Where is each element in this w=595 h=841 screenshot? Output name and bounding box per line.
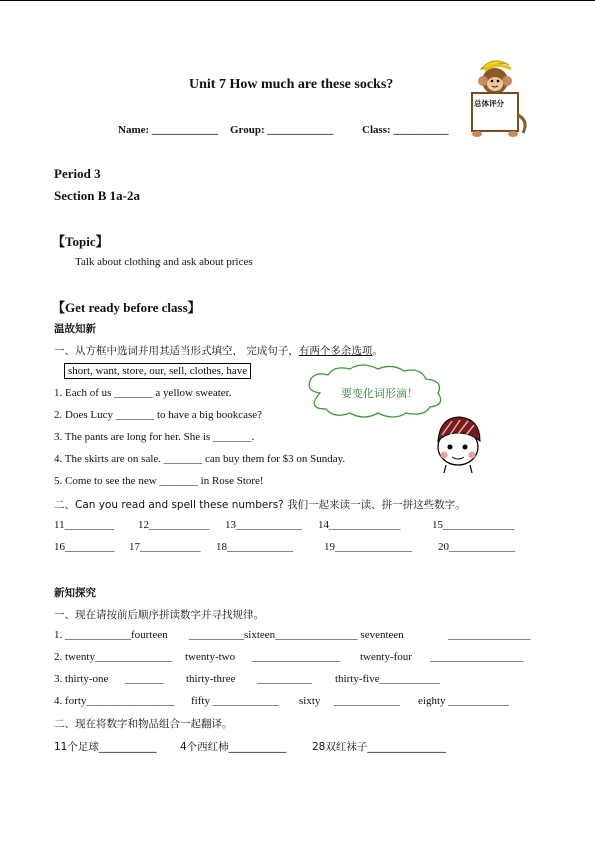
sentence-2: 2. Does Lucy _______ to have a big bookcase?	[54, 409, 263, 421]
number-12[interactable]: 12___________	[138, 519, 210, 531]
sequence-row-2-b: twenty-two	[185, 651, 236, 663]
sequence-row-3-c: thirty-three	[186, 673, 236, 685]
badge-text: 总体评分	[474, 99, 504, 108]
sequence-row-1-a[interactable]: 1. ____________fourteen	[54, 629, 168, 641]
page-title: Unit 7 How much are these socks?	[189, 77, 394, 92]
sequence-row-4-e[interactable]: eighty ___________	[418, 695, 509, 707]
monkey-score-badge-icon	[463, 55, 533, 139]
sequence-row-3-e[interactable]: thirty-five___________	[335, 673, 441, 685]
sequence-row-1-b[interactable]: __________sixteen_______________ seventeen	[189, 629, 404, 641]
ready-heading: 【Get ready before class】	[52, 300, 201, 315]
part1-instruction-underlined: 有两个多余选项	[298, 345, 373, 357]
translate-1[interactable]: 11个足球___________	[54, 741, 157, 753]
explore-part1-instruction: 一、现在请按前后顺序拼读数字并寻找规律。	[54, 609, 264, 621]
sequence-row-2-d: twenty-four	[360, 651, 412, 663]
part1-instruction	[54, 343, 383, 358]
number-14[interactable]: 14_____________	[318, 519, 401, 531]
sequence-row-4-b[interactable]: fifty ____________	[191, 695, 279, 707]
name-field[interactable]: Name: ____________	[118, 124, 218, 136]
topic-heading: 【Topic】	[52, 234, 109, 249]
sequence-row-3-b[interactable]: _______	[125, 673, 164, 685]
sequence-row-1-c[interactable]: _______________	[448, 629, 531, 641]
number-17[interactable]: 17___________	[129, 541, 201, 553]
translate-3[interactable]: 28双红袜子_______________	[312, 741, 447, 753]
number-18[interactable]: 18____________	[216, 541, 293, 553]
sequence-row-4-a[interactable]: 4. forty________________	[54, 695, 175, 707]
sequence-row-2-c[interactable]: ________________	[252, 651, 340, 663]
translate-2[interactable]: 4个西红柿___________	[180, 741, 287, 753]
cartoon-boy-icon	[430, 411, 486, 475]
sequence-row-4-c: sixty	[299, 695, 321, 707]
sentence-1: 1. Each of us _______ a yellow sweater.	[54, 387, 232, 399]
number-19[interactable]: 19______________	[324, 541, 412, 553]
number-13[interactable]: 13____________	[225, 519, 302, 531]
cloud-text: 要变化词形滴！	[341, 387, 418, 400]
sequence-row-2-e[interactable]: _________________	[430, 651, 524, 663]
sentence-4: 4. The skirts are on sale. _______ can buy them for $3 on Sunday.	[54, 453, 346, 465]
top-border-line	[0, 0, 595, 1]
number-11[interactable]: 11_________	[54, 519, 115, 531]
sentence-5: 5. Come to see the new _______ in Rose Store!	[54, 475, 264, 487]
part1-instruction-text: 一、从方框中选词并用其适当形式填空， 完成句子，	[54, 345, 299, 357]
group-field[interactable]: Group: ____________	[230, 124, 334, 136]
word-box: short, want, store, our, sell, clothes, have	[64, 363, 251, 379]
sequence-row-3-d[interactable]: __________	[257, 673, 312, 685]
period-label: Period 3	[54, 166, 101, 181]
sequence-row-4-d[interactable]: ____________	[334, 695, 400, 707]
topic-text: Talk about clothing and ask about prices	[75, 256, 253, 268]
explore-heading: 新知探究	[54, 587, 96, 599]
sequence-row-2-a[interactable]: 2. twenty______________	[54, 651, 172, 663]
class-field[interactable]: Class: __________	[362, 124, 449, 136]
explore-part2-instruction: 二、现在将数字和物品组合一起翻译。	[54, 718, 233, 730]
number-20[interactable]: 20____________	[438, 541, 515, 553]
sequence-row-3-a: 3. thirty-one	[54, 673, 109, 685]
sentence-3: 3. The pants are long for her. She is _______.	[54, 431, 255, 443]
part1-instruction-end: 。	[372, 345, 383, 357]
number-15[interactable]: 15_____________	[432, 519, 515, 531]
number-16[interactable]: 16_________	[54, 541, 115, 553]
section-label: Section B 1a-2a	[54, 188, 140, 203]
review-heading: 温故知新	[54, 323, 96, 335]
part2-instruction: 二、Can you read and spell these numbers? 我们一起来读一读、拼一拼这些数字。	[54, 499, 466, 511]
